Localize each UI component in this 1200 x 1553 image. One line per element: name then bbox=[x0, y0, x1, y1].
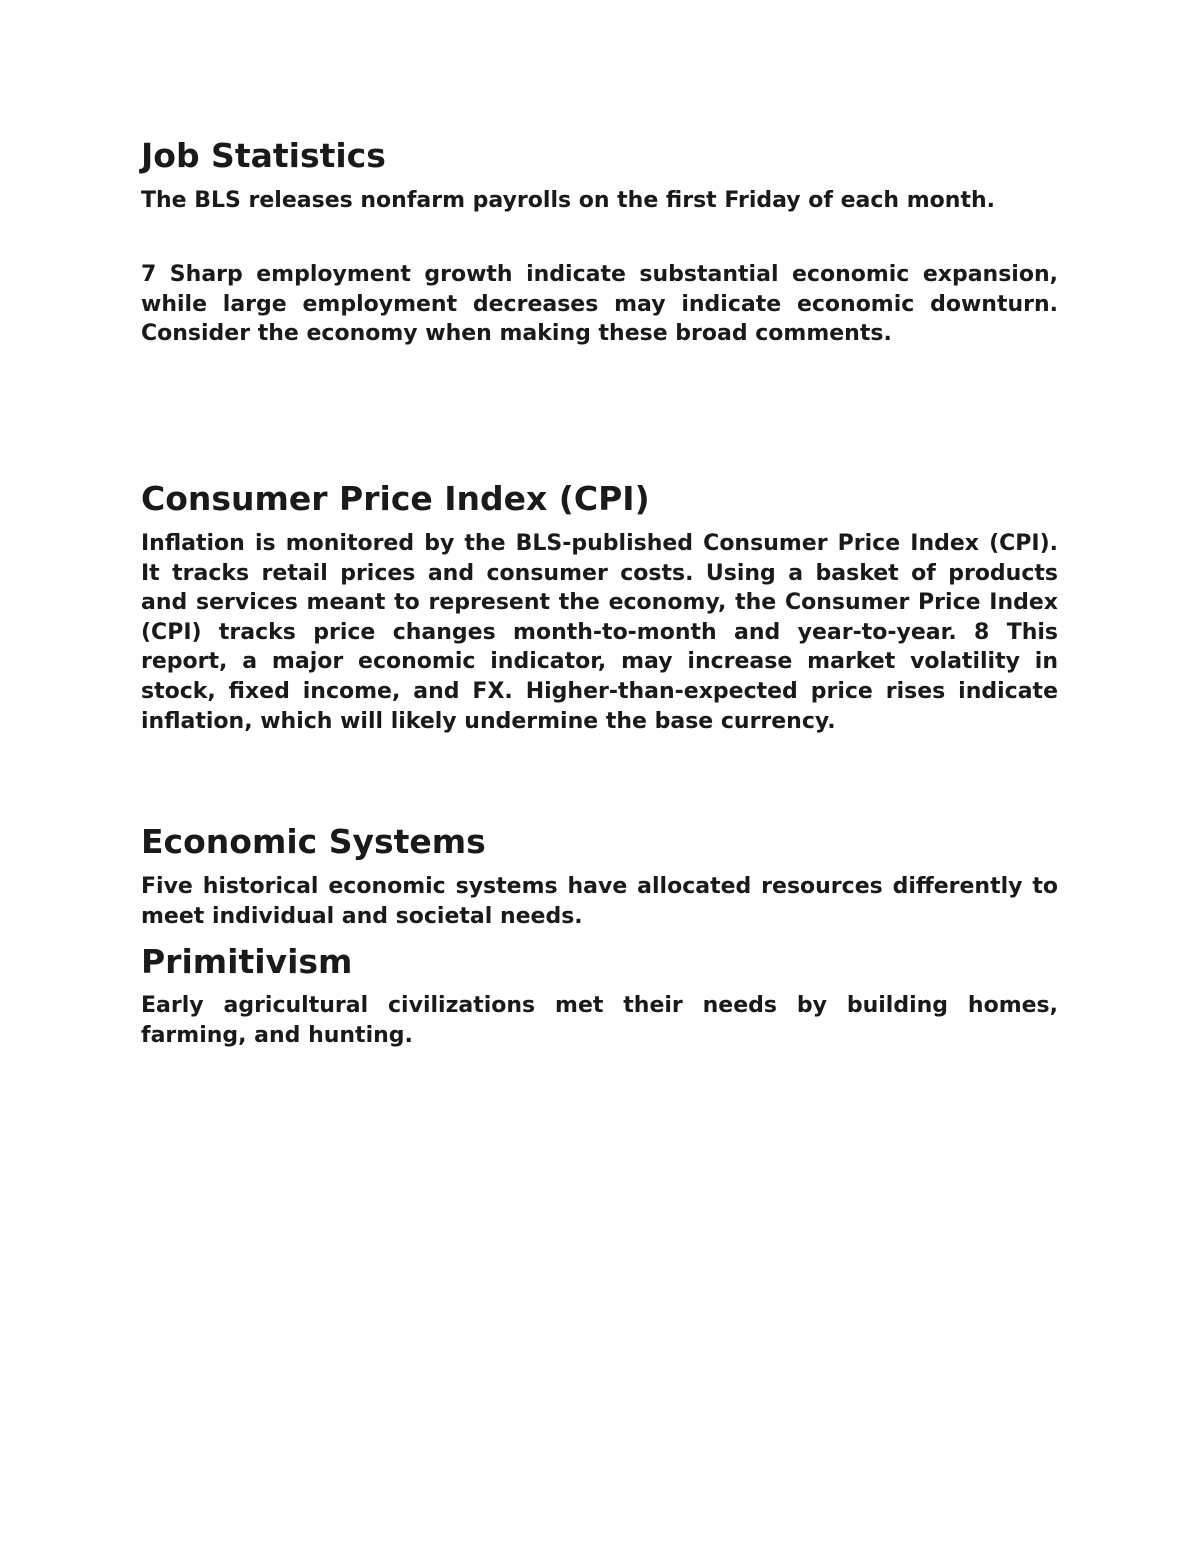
section-heading-primitivism: Primitivism bbox=[141, 942, 353, 981]
paragraph-agricultural-civilizations: Early agricultural civilizations met their needs by building homes, farming, and hunting. bbox=[141, 993, 1058, 1048]
document-page bbox=[141, 0, 1058, 1553]
section-heading-cpi: Consumer Price Index (CPI) bbox=[141, 479, 650, 518]
paragraph-employment-growth: 7 Sharp employment growth indicate substantial economic expansion, while large employment decreases may indicate economic downturn. Consider the economy when making these broad comments. bbox=[141, 262, 1058, 347]
paragraph-inflation-cpi: Inflation is monitored by the BLS-published Consumer Price Index (CPI). It tracks retail prices and consumer costs. Using a basket of products and services meant to represent the economy, the Consumer Price Index (CPI) tracks price changes month-to-month and year-to-year. 8 This report, a major economic indicator, may increase market volatility in stock, fixed income, and FX. Higher-than-expected price rises indicate inflation, which will likely undermine the base currency. bbox=[141, 531, 1058, 734]
section-heading-economic-systems: Economic Systems bbox=[141, 822, 486, 861]
section-heading-job-statistics: Job Statistics bbox=[141, 136, 386, 175]
paragraph-five-systems: Five historical economic systems have allocated resources differently to meet individual and societal needs. bbox=[141, 874, 1058, 929]
paragraph-nonfarm-payrolls: The BLS releases nonfarm payrolls on the first Friday of each month. bbox=[141, 188, 995, 213]
